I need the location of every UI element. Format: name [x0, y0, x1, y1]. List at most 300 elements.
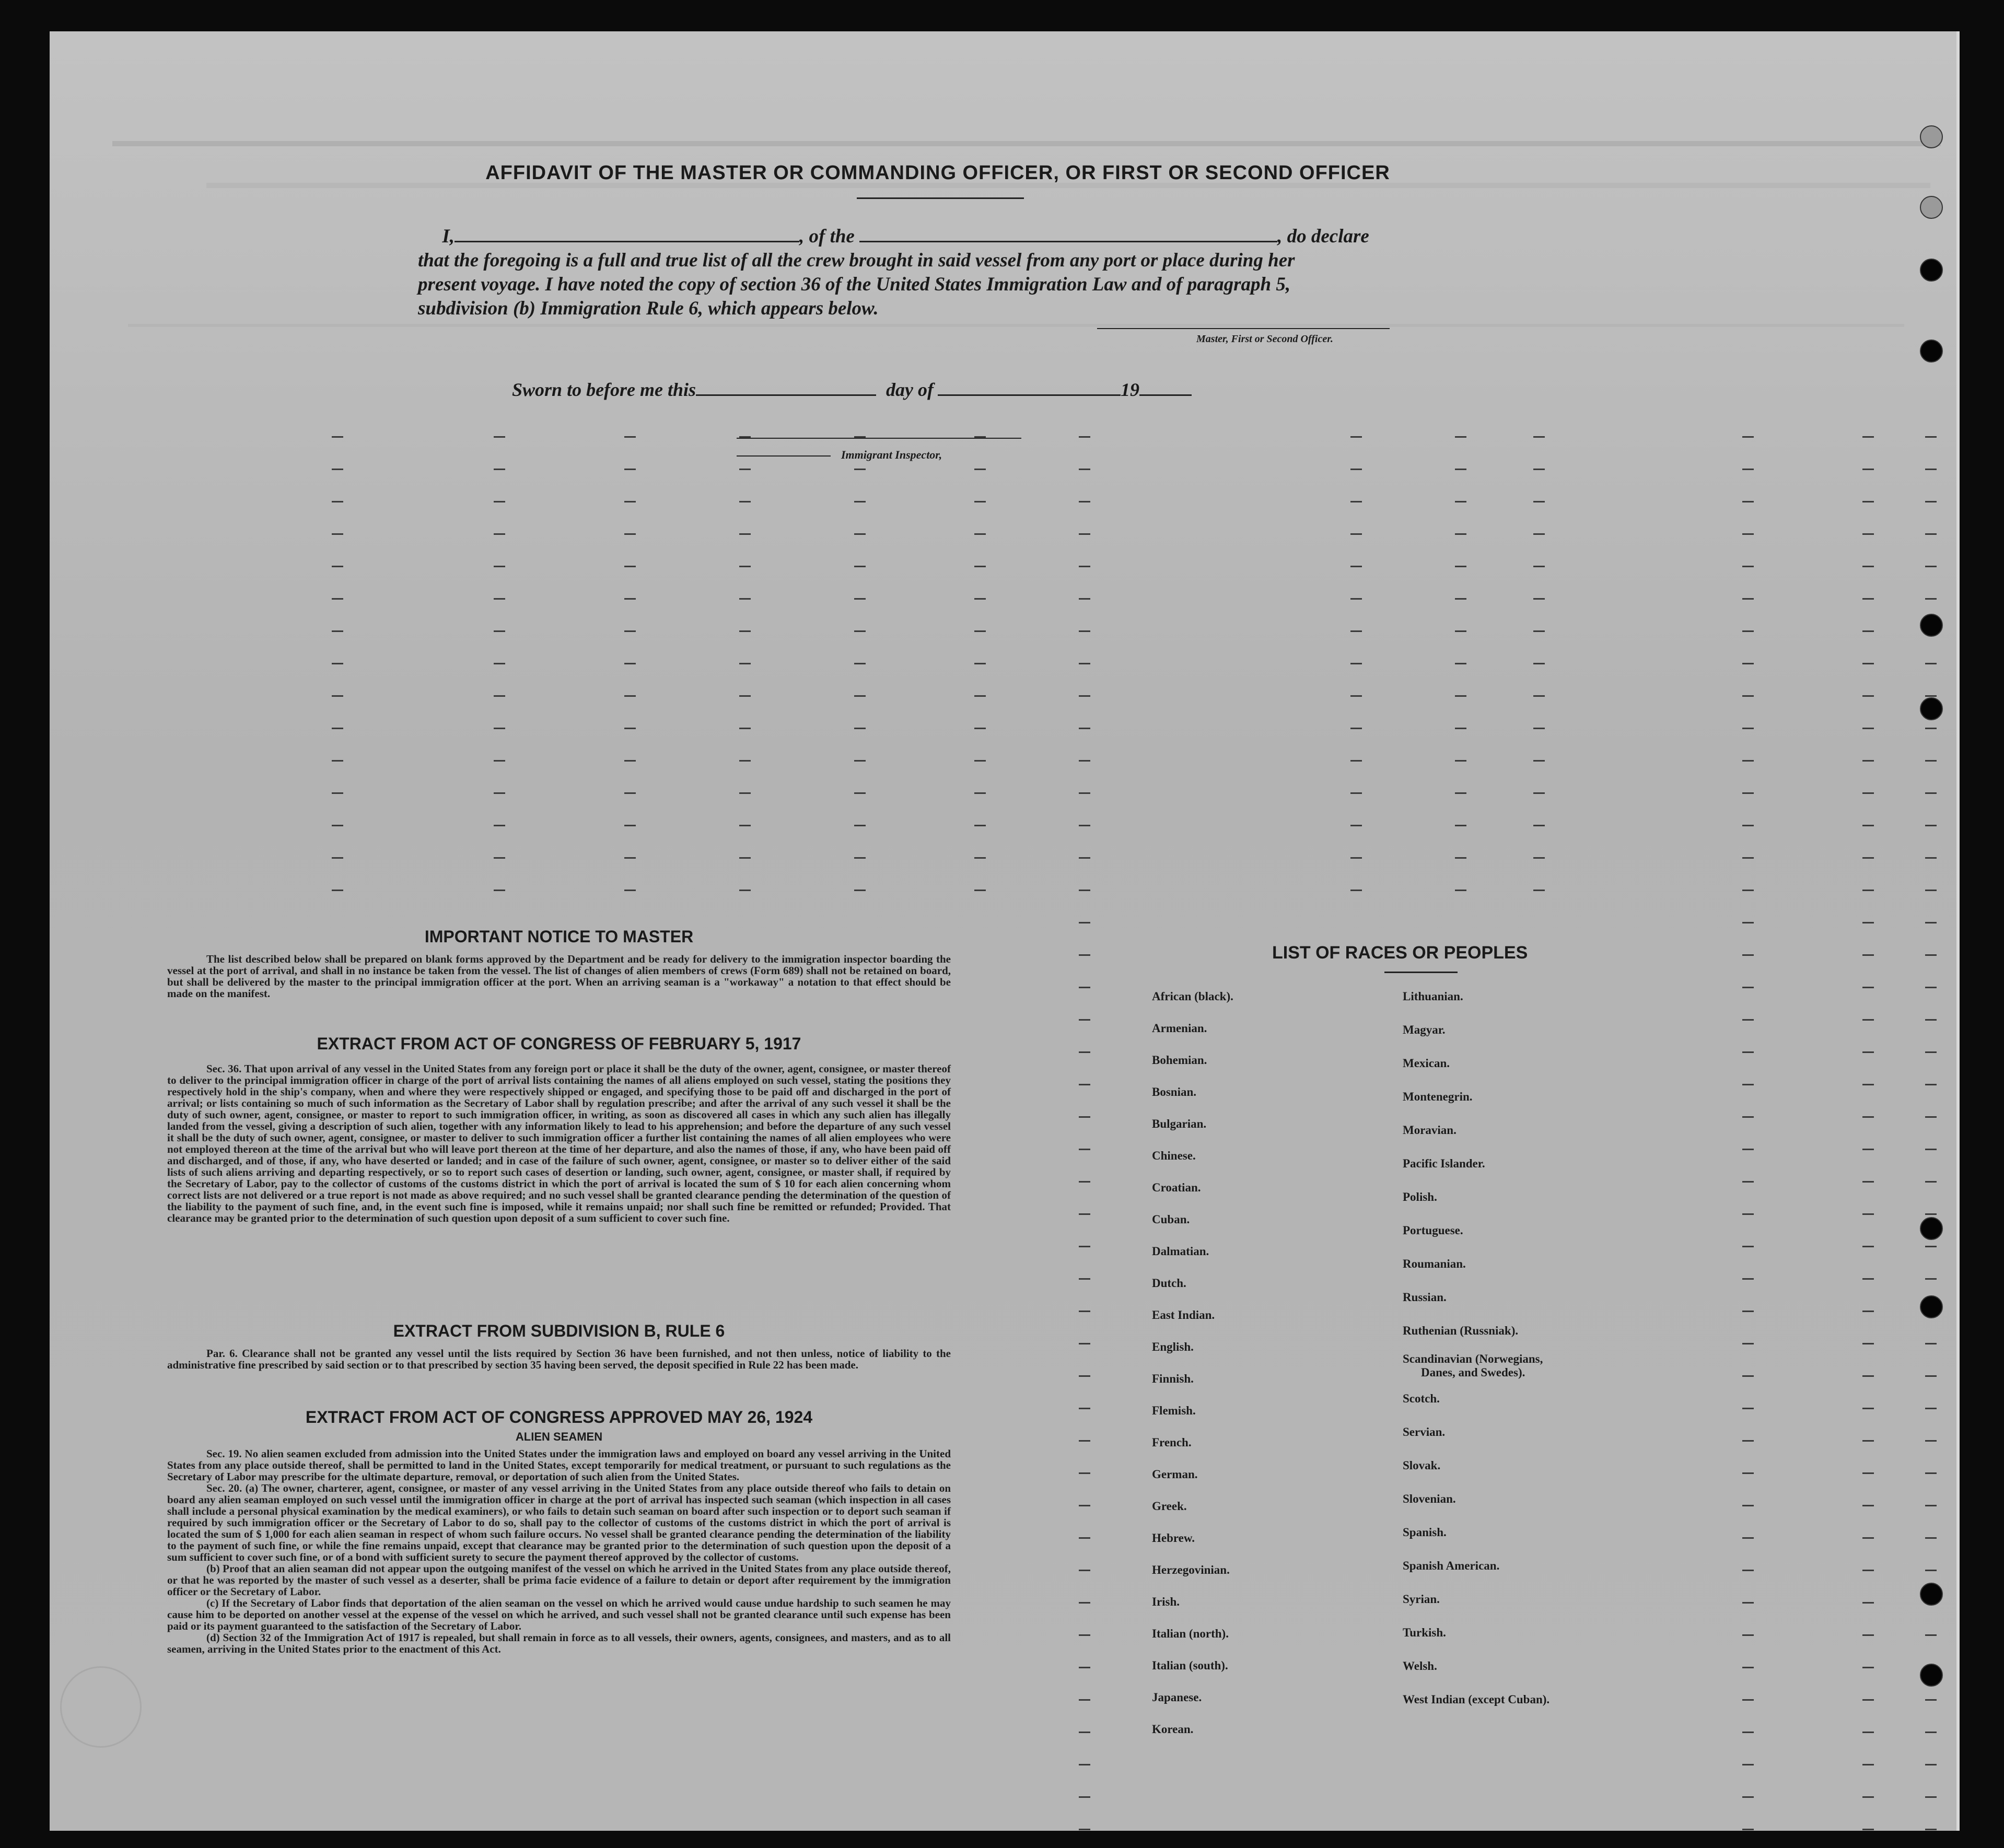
- row-dash: [1862, 1732, 1874, 1733]
- races-title: LIST OF RACES OR PEOPLES: [1272, 943, 1528, 963]
- row-dash: [854, 760, 866, 762]
- row-dash: [739, 469, 751, 470]
- extract1-title: EXTRACT FROM ACT OF CONGRESS OF FEBRUARY 5, 1917: [317, 1034, 801, 1053]
- row-dash: [1742, 1764, 1754, 1765]
- row-dash: [854, 857, 866, 859]
- binder-hole: [1920, 125, 1943, 148]
- inspector-signature-line[interactable]: [737, 438, 1021, 439]
- row-dash: [1079, 1278, 1090, 1280]
- row-dash: [332, 663, 343, 664]
- race-item: Moravian.: [1403, 1124, 1457, 1137]
- row-dash: [332, 825, 343, 826]
- row-dash: [1862, 566, 1874, 567]
- extract2-title: EXTRACT FROM SUBDIVISION B, RULE 6: [393, 1321, 725, 1340]
- race-item: Danes, and Swedes).: [1421, 1366, 1525, 1379]
- row-dash: [854, 890, 866, 891]
- row-dash: [1862, 1181, 1874, 1183]
- row-dash: [494, 533, 505, 535]
- row-dash: [1925, 1829, 1937, 1830]
- row-dash: [854, 469, 866, 470]
- race-item: East Indian.: [1152, 1308, 1215, 1321]
- row-dash: [494, 501, 505, 502]
- extract1-text: [167, 1063, 951, 1224]
- ruled-row: [332, 760, 1951, 761]
- row-dash: [739, 533, 751, 535]
- row-dash: [1742, 1051, 1754, 1053]
- race-item: Portuguese.: [1403, 1224, 1463, 1237]
- row-dash: [1455, 695, 1466, 697]
- sworn-year: 19: [1121, 379, 1140, 400]
- row-dash: [1925, 728, 1937, 729]
- row-dash: [854, 695, 866, 697]
- row-dash: [1079, 728, 1090, 729]
- race-item: Lithuanian.: [1403, 990, 1463, 1003]
- row-dash: [1079, 1505, 1090, 1506]
- row-dash: [739, 792, 751, 794]
- declaration-i: I,: [442, 226, 455, 247]
- row-dash: [332, 728, 343, 729]
- faint-stamp: [60, 1666, 142, 1748]
- row-dash: [974, 630, 986, 632]
- row-dash: [1925, 436, 1937, 438]
- row-dash: [739, 760, 751, 762]
- row-dash: [1925, 987, 1937, 988]
- row-dash: [1350, 792, 1362, 794]
- race-item: Montenegrin.: [1403, 1090, 1473, 1103]
- row-dash: [1079, 1472, 1090, 1474]
- row-dash: [1742, 1634, 1754, 1636]
- race-item: Armenian.: [1152, 1022, 1207, 1035]
- row-dash: [624, 533, 636, 535]
- row-dash: [1079, 1019, 1090, 1021]
- row-dash: [1862, 1051, 1874, 1053]
- binder-hole: [1920, 340, 1943, 362]
- sworn-day-label: day of: [886, 379, 934, 400]
- row-dash: [1742, 1408, 1754, 1409]
- sworn-year-blank[interactable]: [1139, 379, 1192, 396]
- row-dash: [1742, 825, 1754, 826]
- row-dash: [1925, 1246, 1937, 1247]
- extract3-paragraph: (c) If the Secretary of Labor finds that deportation of the alien seaman on the vessel on which he arrived would cause undue hardship to such seamen he may cause him to be deported on another vessel at the expense of the vessel on which he arrived, and such vessel shall not be granted clearance until such expense has been paid or its payment guaranteed to the satisfaction of the Secretary of Labor.: [167, 1597, 951, 1632]
- row-dash: [1862, 1829, 1874, 1830]
- row-dash: [1925, 663, 1937, 664]
- row-dash: [1742, 501, 1754, 502]
- row-dash: [1079, 987, 1090, 988]
- race-item: Dutch.: [1152, 1277, 1186, 1290]
- row-dash: [739, 825, 751, 826]
- row-dash: [1862, 1213, 1874, 1215]
- name-blank[interactable]: [455, 225, 799, 242]
- row-dash: [739, 501, 751, 502]
- row-dash: [974, 566, 986, 567]
- row-dash: [1079, 825, 1090, 826]
- row-dash: [1350, 857, 1362, 859]
- row-dash: [1862, 1019, 1874, 1021]
- row-dash: [1533, 566, 1545, 567]
- row-dash: [1742, 760, 1754, 762]
- sworn-prefix: Sworn to before me this: [512, 379, 696, 400]
- row-dash: [1533, 630, 1545, 632]
- row-dash: [1079, 1440, 1090, 1442]
- row-dash: [1742, 566, 1754, 567]
- row-dash: [1079, 1829, 1090, 1830]
- row-dash: [1350, 598, 1362, 600]
- ruled-row: [332, 1667, 1951, 1668]
- row-dash: [332, 566, 343, 567]
- row-dash: [1862, 1796, 1874, 1798]
- row-dash: [1455, 436, 1466, 438]
- row-dash: [739, 630, 751, 632]
- row-dash: [1079, 1116, 1090, 1118]
- row-dash: [494, 728, 505, 729]
- race-item: Finnish.: [1152, 1372, 1194, 1385]
- row-dash: [1925, 501, 1937, 502]
- row-dash: [1350, 760, 1362, 762]
- binder-hole: [1920, 1664, 1943, 1687]
- extract2-paragraph: Par. 6. Clearance shall not be granted any vessel until the lists required by Section 36 have been furnished, and not then unless, notice of liability to the administrative fine prescribed by said section or to that prescribed by section 35 having been served, the deposit specified in Rule 22 has been made.: [167, 1347, 951, 1371]
- row-dash: [1533, 663, 1545, 664]
- row-dash: [1862, 954, 1874, 956]
- row-dash: [1455, 728, 1466, 729]
- row-dash: [1862, 1311, 1874, 1312]
- row-dash: [1742, 1472, 1754, 1474]
- row-dash: [1925, 792, 1937, 794]
- row-dash: [1742, 1829, 1754, 1830]
- row-dash: [1079, 1181, 1090, 1183]
- row-dash: [332, 760, 343, 762]
- notice-title: IMPORTANT NOTICE TO MASTER: [424, 927, 694, 946]
- row-dash: [1350, 630, 1362, 632]
- race-item: Korean.: [1152, 1723, 1194, 1736]
- race-item: Bohemian.: [1152, 1054, 1207, 1067]
- row-dash: [1925, 469, 1937, 470]
- ruled-row: [332, 533, 1951, 534]
- bleed-through-heading: [165, 97, 1960, 135]
- race-item: Irish.: [1152, 1595, 1180, 1608]
- row-dash: [739, 857, 751, 859]
- row-dash: [624, 436, 636, 438]
- row-dash: [332, 630, 343, 632]
- ruled-row: [332, 566, 1951, 567]
- row-dash: [1925, 1343, 1937, 1344]
- row-dash: [494, 760, 505, 762]
- row-dash: [1079, 1634, 1090, 1636]
- ruled-row: [332, 469, 1951, 470]
- row-dash: [1925, 760, 1937, 762]
- row-dash: [974, 436, 986, 438]
- row-dash: [1079, 533, 1090, 535]
- ruled-row: [332, 501, 1951, 502]
- row-dash: [1350, 890, 1362, 891]
- row-dash: [1079, 1570, 1090, 1571]
- extract3-paragraph: (b) Proof that an alien seaman did not appear upon the outgoing manifest of the vessel on which he arrived in the United States from any place outside thereof, or that he was reported by the master of such vessel as a deserter, shall be prima facie evidence of a failure to detain or deport after requirement by the immigration officer or the Secretary of Labor.: [167, 1562, 951, 1598]
- row-dash: [1533, 857, 1545, 859]
- row-dash: [1742, 1796, 1754, 1798]
- row-dash: [1455, 598, 1466, 600]
- row-dash: [332, 598, 343, 600]
- row-dash: [624, 566, 636, 567]
- race-item: Herzegovinian.: [1152, 1563, 1230, 1576]
- affidavit-title: AFFIDAVIT OF THE MASTER OR COMMANDING OFFICER, OR FIRST OR SECOND OFFICER: [485, 162, 1390, 184]
- row-dash: [1742, 1084, 1754, 1085]
- row-dash: [1742, 630, 1754, 632]
- ruled-row: [332, 1246, 1951, 1247]
- row-dash: [1862, 436, 1874, 438]
- row-dash: [1742, 1116, 1754, 1118]
- race-item: Slovenian.: [1403, 1492, 1456, 1505]
- sworn-day-blank[interactable]: [696, 379, 876, 396]
- ruled-row: [332, 890, 1951, 891]
- row-dash: [1862, 695, 1874, 697]
- row-dash: [332, 695, 343, 697]
- ruled-row: [332, 922, 1951, 923]
- row-dash: [1533, 728, 1545, 729]
- row-dash: [974, 890, 986, 891]
- row-dash: [494, 663, 505, 664]
- ruled-row: [332, 1278, 1951, 1279]
- race-item: Ruthenian (Russniak).: [1403, 1324, 1519, 1337]
- row-dash: [1862, 1570, 1874, 1571]
- ruled-row: [332, 857, 1951, 858]
- race-item: Croatian.: [1152, 1181, 1201, 1194]
- declaration-line-4: subdivision (b) Immigration Rule 6, which appears below.: [418, 298, 879, 319]
- extract1-paragraph: Sec. 36. That upon arrival of any vessel in the United States from any foreign port or place it shall be the duty of the owner, agent, consignee, or master thereof to deliver to the principal immigration officer in charge of the port of arrival lists containing the names of all aliens employed on such vessel, stating the positions they respectively hold in the ship's company, when and where they were respectively shipped or engaged, and specifying those to be paid off and discharged in the port of arrival; or lists containing so much of such information as the Secretary of Labor shall by regulation prescribe; and after the arrival of any such vessel it shall be the duty of such owner, agent, consignee, or master to report to such immigration officer, in writing, as soon as discovered all cases in which any such alien has illegally landed from the vessel, giving a description of such alien, together with any information likely to lead to his apprehension; and before the departure of any such vessel it shall be the duty of such owner, agent, consignee, or master to deliver to such immigration officer a further list containing the names of all alien employees who were not employed thereon at the time of the arrival but who will leave port thereon at the time of her departure, and also the names of those, if any, who have been paid off and discharged, and of those, if any, who have deserted or landed; and in case of the failure of such owner, agent, consignee, or master so to deliver either of the said lists of such aliens arriving and departing respectively, or so to report such cases of desertion or landing, such owner, agent, consignee, or master shall, if required by the Secretary of Labor, pay to the collector of customs of the customs district in which the port of arrival is located the sum of $ 10 for each alien concerning whom correct lists are not delivered or a true report is not made as above required; and no such vessel shall be granted clearance pending the determination of the question of the liability to the payment of such fine, and, in the event such fine is imposed, while it remains unpaid; nor shall such fine be remitted or refunded; Provided. That clearance may be granted prior to the determination of such question upon deposit of a sum sufficient to cover such fine.: [167, 1062, 951, 1224]
- row-dash: [1742, 663, 1754, 664]
- row-dash: [974, 533, 986, 535]
- row-dash: [332, 890, 343, 891]
- race-item: Scotch.: [1403, 1392, 1440, 1405]
- row-dash: [1925, 1732, 1937, 1733]
- row-dash: [854, 825, 866, 826]
- row-dash: [1862, 1634, 1874, 1636]
- row-dash: [1533, 501, 1545, 502]
- row-dash: [1742, 987, 1754, 988]
- row-dash: [1862, 728, 1874, 729]
- row-dash: [1533, 695, 1545, 697]
- row-dash: [1350, 469, 1362, 470]
- row-dash: [1862, 1764, 1874, 1765]
- race-item: Polish.: [1403, 1190, 1437, 1203]
- row-dash: [1455, 501, 1466, 502]
- row-dash: [624, 728, 636, 729]
- row-dash: [854, 630, 866, 632]
- row-dash: [1079, 436, 1090, 438]
- extract3-paragraph: (d) Section 32 of the Immigration Act of 1917 is repealed, but shall remain in force as to all vessels, their owners, agents, consignees, and masters, and as to all seamen, arriving in the United States prior to the enactment of this Act.: [167, 1631, 951, 1655]
- row-dash: [1455, 857, 1466, 859]
- extract3-text: [167, 1448, 951, 1655]
- row-dash: [1862, 1699, 1874, 1701]
- row-dash: [1455, 760, 1466, 762]
- row-dash: [974, 663, 986, 664]
- row-dash: [739, 663, 751, 664]
- ruled-row: [332, 1019, 1951, 1020]
- row-dash: [1742, 1602, 1754, 1604]
- row-dash: [1862, 987, 1874, 988]
- binder-hole: [1920, 1295, 1943, 1318]
- row-dash: [739, 728, 751, 729]
- race-item: English.: [1152, 1340, 1194, 1353]
- row-dash: [1742, 1019, 1754, 1021]
- row-dash: [1862, 1149, 1874, 1150]
- row-dash: [1862, 663, 1874, 664]
- row-dash: [624, 857, 636, 859]
- row-dash: [332, 533, 343, 535]
- row-dash: [1862, 1440, 1874, 1442]
- row-dash: [494, 857, 505, 859]
- race-item: French.: [1152, 1436, 1192, 1449]
- race-item: German.: [1152, 1468, 1198, 1481]
- row-dash: [624, 695, 636, 697]
- row-dash: [1533, 890, 1545, 891]
- declaration-line-3: present voyage. I have noted the copy of section 36 of the United States Immigration Law and of paragraph 5,: [418, 274, 1291, 295]
- row-dash: [739, 598, 751, 600]
- row-dash: [1862, 1116, 1874, 1118]
- declaration-line-2: that the foregoing is a full and true list of all the crew brought in said vessel from any port or place during her: [418, 250, 1295, 271]
- row-dash: [494, 630, 505, 632]
- ruled-row: [332, 598, 1951, 599]
- row-dash: [1079, 1732, 1090, 1733]
- row-dash: [1925, 1116, 1937, 1118]
- extract3-paragraph: Sec. 19. No alien seamen excluded from admission into the United States under the immigration laws and employed on board any vessel arriving in the United States from any place outside thereof, shall be permitted to land in the United States, except temporarily for medical treatment, or pursuant to such regulations as the Secretary of Labor may prescribe for the ultimate departure, removal, or deportation of such alien from the United States.: [167, 1447, 951, 1483]
- row-dash: [332, 469, 343, 470]
- row-dash: [1925, 1505, 1937, 1506]
- affidavit-declaration: [418, 225, 1437, 321]
- row-dash: [1925, 1213, 1937, 1215]
- race-item: Italian (north).: [1152, 1627, 1229, 1640]
- race-item: Bosnian.: [1152, 1085, 1197, 1098]
- race-item: Cuban.: [1152, 1213, 1190, 1226]
- race-item: Servian.: [1403, 1425, 1446, 1438]
- row-dash: [1079, 922, 1090, 923]
- row-dash: [1862, 857, 1874, 859]
- row-dash: [624, 630, 636, 632]
- row-dash: [1079, 1213, 1090, 1215]
- row-dash: [1862, 1602, 1874, 1604]
- row-dash: [739, 436, 751, 438]
- row-dash: [494, 890, 505, 891]
- row-dash: [1862, 1667, 1874, 1668]
- row-dash: [1350, 533, 1362, 535]
- declaration-declare: , do declare: [1277, 226, 1369, 247]
- row-dash: [1079, 890, 1090, 891]
- row-dash: [624, 598, 636, 600]
- row-dash: [854, 792, 866, 794]
- races-title-underline: [1384, 972, 1458, 973]
- row-dash: [739, 695, 751, 697]
- row-dash: [1742, 1278, 1754, 1280]
- row-dash: [1925, 1408, 1937, 1409]
- row-dash: [1925, 1278, 1937, 1280]
- vessel-blank[interactable]: [859, 225, 1277, 242]
- row-dash: [1862, 1375, 1874, 1377]
- row-dash: [624, 890, 636, 891]
- row-dash: [1079, 501, 1090, 502]
- row-dash: [974, 469, 986, 470]
- row-dash: [739, 890, 751, 891]
- row-dash: [974, 792, 986, 794]
- row-dash: [974, 760, 986, 762]
- notice-text: [167, 953, 951, 999]
- row-dash: [1533, 825, 1545, 826]
- race-item: Flemish.: [1152, 1404, 1196, 1417]
- row-dash: [1925, 1440, 1937, 1442]
- row-dash: [1350, 825, 1362, 826]
- sworn-line: [512, 379, 1192, 401]
- row-dash: [1079, 1051, 1090, 1053]
- row-dash: [494, 436, 505, 438]
- row-dash: [974, 825, 986, 826]
- race-item: Hebrew.: [1152, 1531, 1195, 1545]
- ruled-row: [332, 825, 1951, 826]
- row-dash: [494, 792, 505, 794]
- row-dash: [1742, 1699, 1754, 1701]
- row-dash: [1925, 1634, 1937, 1636]
- race-item: Chinese.: [1152, 1149, 1196, 1162]
- binder-hole: [1920, 1583, 1943, 1606]
- row-dash: [1862, 1505, 1874, 1506]
- ruled-row: [332, 1764, 1951, 1765]
- row-dash: [1925, 1149, 1937, 1150]
- row-dash: [974, 728, 986, 729]
- row-dash: [1079, 1246, 1090, 1247]
- row-dash: [494, 695, 505, 697]
- row-dash: [1742, 890, 1754, 891]
- row-dash: [1925, 857, 1937, 859]
- race-item: Spanish.: [1403, 1526, 1447, 1539]
- row-dash: [1533, 436, 1545, 438]
- row-dash: [1742, 469, 1754, 470]
- declaration-of: , of the: [799, 226, 855, 247]
- row-dash: [1742, 1213, 1754, 1215]
- sworn-month-blank[interactable]: [938, 379, 1121, 396]
- row-dash: [1455, 792, 1466, 794]
- row-dash: [1455, 566, 1466, 567]
- row-dash: [1742, 1537, 1754, 1539]
- row-dash: [1925, 695, 1937, 697]
- row-dash: [1862, 1537, 1874, 1539]
- row-dash: [1862, 1278, 1874, 1280]
- row-dash: [1533, 792, 1545, 794]
- row-dash: [332, 792, 343, 794]
- row-dash: [624, 825, 636, 826]
- row-dash: [1925, 598, 1937, 600]
- master-signature-line[interactable]: [1097, 328, 1390, 329]
- row-dash: [1742, 954, 1754, 956]
- row-dash: [1925, 1699, 1937, 1701]
- row-dash: [1079, 469, 1090, 470]
- master-signature-label: Master, First or Second Officer.: [1196, 333, 1333, 345]
- row-dash: [974, 857, 986, 859]
- row-dash: [1925, 1084, 1937, 1085]
- row-dash: [332, 436, 343, 438]
- extract3-paragraph: Sec. 20. (a) The owner, charterer, agent, consignee, or master of any vessel arriving in the United States from any place outside thereof who fails to detain on board any alien seaman employed on such vessel until the immigration officer in charge at the port of arrival has inspected such seaman (which inspection in all cases shall include a personal physical examination by the medical examiners), or who fails to detain such seaman on board after such inspection or to deport such seaman if required by such immigration officer or the Secretary of Labor to do so, shall pay to the collector of customs of the customs district in which the port of arrival is located the sum of $ 1,000 for each alien seaman in respect of whom such failure occurs. No vessel shall be granted clearance pending the determination of the liability to the payment of such fine, or while the fine remains unpaid, except that clearance may be granted prior to the determination of such question upon the deposit of a sum sufficient to cover such fine, or of a bond with sufficient surety to secure the payment thereof approved by the collector of customs.: [167, 1482, 951, 1563]
- row-dash: [1925, 1796, 1937, 1798]
- row-dash: [1925, 922, 1937, 923]
- row-dash: [854, 598, 866, 600]
- inspector-label: Immigrant Inspector,: [841, 448, 942, 461]
- row-dash: [1455, 825, 1466, 826]
- row-dash: [1350, 663, 1362, 664]
- row-dash: [1455, 630, 1466, 632]
- row-dash: [1079, 1084, 1090, 1085]
- row-dash: [1079, 1149, 1090, 1150]
- ruled-row: [332, 663, 1951, 664]
- row-dash: [1925, 825, 1937, 826]
- ruled-row: [332, 728, 1951, 729]
- row-dash: [1079, 1602, 1090, 1604]
- row-dash: [1925, 890, 1937, 891]
- race-item: African (black).: [1152, 990, 1233, 1003]
